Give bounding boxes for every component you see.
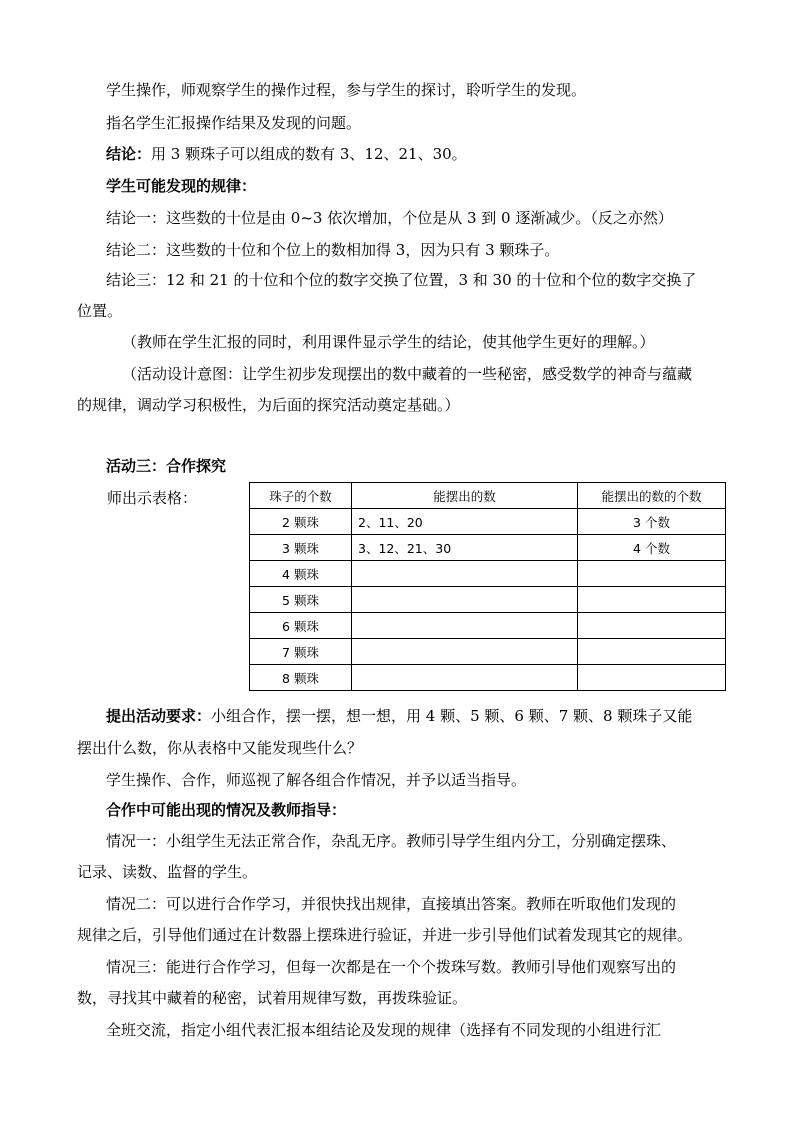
heading-possible-patterns: 学生可能发现的规律： [106,177,257,195]
table-cell [352,561,578,587]
paragraph-student-cooperation: 学生操作、合作，师巡视了解各组合作情况，并予以适当指导。 [106,771,527,789]
column-header-numbers: 能摆出的数 [352,483,578,509]
table-row [250,613,726,639]
table-cell [352,665,578,691]
table-cell: 3、12、21、30 [352,535,578,561]
paragraph-activity-requirement [106,706,692,726]
paragraph-situation-two: 情况二：可以进行合作学习，并很快找出规律，直接填出答案。教师在听取他们发现的 [106,895,677,913]
table-cell: 2 颗珠 [250,509,352,535]
heading-cooperation-situations: 合作中可能出现的情况及教师指导： [106,801,347,819]
table-cell: 5 颗珠 [250,587,352,613]
paragraph-situation-one-cont: 记录、读数、监督的学生。 [77,863,258,881]
paragraph-teacher-note: （教师在学生汇报的同时，利用课件显示学生的结论，使其他学生更好的理解。） [122,333,655,351]
paragraph-report-results: 指名学生汇报操作结果及发现的问题。 [106,114,362,132]
table-cell [352,587,578,613]
table-cell: 3 个数 [578,509,726,535]
table-header-row [250,483,726,509]
paragraph-activity-requirement-cont: 摆出什么数，你从表格中又能发现些什么？ [77,739,363,757]
table-cell [578,587,726,613]
paragraph-student-operation: 学生操作，师观察学生的操作过程，参与学生的探讨，聆听学生的发现。 [106,81,587,99]
paragraph-conclusion [106,144,467,164]
paragraph-design-intent: （活动设计意图：让学生初步发现摆出的数中藏着的一些秘密，感受数学的神奇与蕴藏 [122,365,693,383]
paragraph-design-intent-cont: 的规律，调动学习积极性，为后面的探究活动奠定基础。） [77,396,460,414]
table-row [250,665,726,691]
paragraph-conclusion-two: 结论二：这些数的十位和个位上的数相加得 3，因为只有 3 颗珠子。 [106,241,560,259]
table-cell [578,639,726,665]
paragraph-conclusion-one: 结论一：这些数的十位是由 0~3 依次增加，个位是从 3 到 0 逐渐减少。（反之亦然） [106,209,673,227]
column-header-bead-count: 珠子的个数 [250,483,352,509]
paragraph-show-table: 师出示表格： [107,489,198,507]
requirement-text: 小组合作，摆一摆，想一想，用 4 颗、5 颗、6 颗、7 颗、8 颗珠子又能 [211,707,693,725]
paragraph-class-exchange: 全班交流，指定小组代表汇报本组结论及发现的规律（选择有不同发现的小组进行汇 [106,1021,662,1039]
table-row [250,561,726,587]
table-cell: 7 颗珠 [250,639,352,665]
conclusion-label: 结论： [106,145,152,163]
paragraph-situation-three-cont: 数，寻找其中藏着的秘密，试着用规律写数，再拨珠验证。 [77,989,468,1007]
heading-activity-three: 活动三：合作探究 [106,457,227,475]
paragraph-situation-two-cont: 规律之后，引导他们通过在计数器上摆珠进行验证，并进一步引导他们试着发现其它的规律。 [77,926,693,944]
paragraph-conclusion-three-cont: 位置。 [77,302,123,320]
table-row [250,535,726,561]
table-cell [578,665,726,691]
requirement-label: 提出活动要求： [106,707,212,725]
table-cell: 3 颗珠 [250,535,352,561]
table-row [250,639,726,665]
table-cell [578,613,726,639]
beads-table [249,482,726,691]
table-cell: 4 颗珠 [250,561,352,587]
table-cell [578,561,726,587]
table-cell: 4 个数 [578,535,726,561]
paragraph-conclusion-three: 结论三：12 和 21 的十位和个位的数字交换了位置，3 和 30 的十位和个位的数字交换了 [106,271,697,289]
column-header-number-count: 能摆出的数的个数 [578,483,726,509]
paragraph-situation-three: 情况三：能进行合作学习，但每一次都是在一个个拨珠写数。教师引导他们观察写出的 [106,958,677,976]
table-cell: 2、11、20 [352,509,578,535]
conclusion-text: 用 3 颗珠子可以组成的数有 3、12、21、30。 [151,145,467,163]
table-row [250,587,726,613]
paragraph-situation-one: 情况一：小组学生无法正常合作，杂乱无序。教师引导学生组内分工，分别确定摆珠、 [106,832,677,850]
table-cell [352,613,578,639]
table-cell: 8 颗珠 [250,665,352,691]
table-row [250,509,726,535]
table-cell: 6 颗珠 [250,613,352,639]
table-cell [352,639,578,665]
